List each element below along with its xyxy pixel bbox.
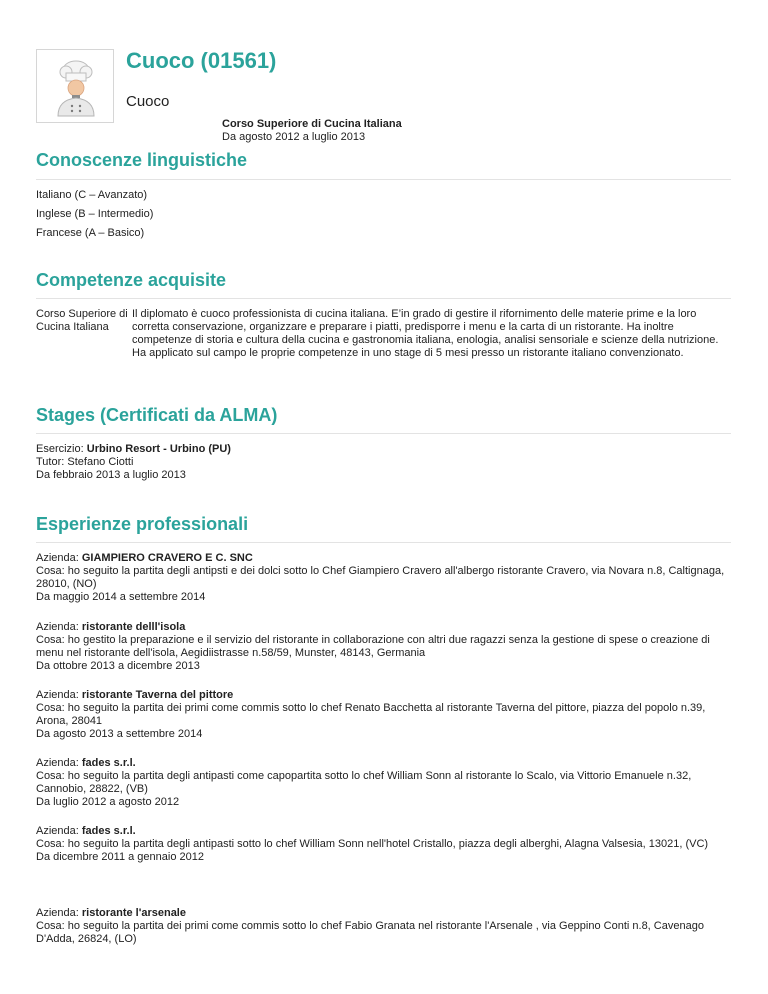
languages-divider [36, 179, 731, 180]
experience-entry [36, 757, 731, 809]
stage-entry [36, 443, 731, 482]
company-label: Azienda: [36, 621, 79, 633]
skills-description: Il diplomato è cuoco professionista di cucina italiana. E’in grado di gestire il rifornimento delle materie prime e la loro corretta conservazione, organizzare e preparare i piatti, predisporre i menu e la carta di un ristorante. Ha inoltre competenze di storia e cultura della cucina e gastronomia italiana, enologia, analisi sensoriale e scienze della nutrizione. Ha applicato sul campo le proprie competenze in uno stage di 5 mesi presso un ristorante italiano convenzionato. [132, 308, 719, 359]
skills-heading: Competenze acquisite [36, 270, 227, 290]
company-label: Azienda: [36, 552, 79, 564]
stage-tutor: Tutor: Stefano Ciotti [36, 456, 134, 468]
language-item: Inglese (B – Intermedio) [36, 208, 154, 220]
experience-dates: Da ottobre 2013 a dicembre 2013 [36, 660, 200, 672]
experience-description: Cosa: ho seguito la partita dei primi come commis sotto lo chef Fabio Granata nel ristorante l'Arsenale , via Geppino Conti n.8, Cavenago D'Adda, 26824, (LO) [36, 920, 704, 945]
page-subtitle: Cuoco [126, 93, 170, 110]
experience-description: Cosa: ho gestito la preparazione e il servizio del ristorante in collaborazione con altri due ragazzi senza la gestione di spese o creazione di menu nel ristorante dell'isola, Aegidiistrasse n.58/59, Munster, 48143, Germania [36, 634, 710, 659]
stages-heading: Stages (Certificati da ALMA) [36, 405, 278, 425]
experience-divider [36, 542, 731, 543]
stage-exercise-label: Esercizio: [36, 443, 84, 455]
company-label: Azienda: [36, 907, 79, 919]
course-name: Corso Superiore di Cucina Italiana [222, 118, 402, 130]
stage-exercise [36, 443, 731, 456]
experience-dates: Da agosto 2013 a settembre 2014 [36, 728, 203, 740]
experience-heading: Esperienze professionali [36, 514, 249, 534]
experience-description: Cosa: ho seguito la partita degli antipsti e dei dolci sotto lo Chef Giampiero Cravero all'albergo ristorante Cravero, via Novara n.8, Caltignaga, 28010, (NO) [36, 565, 725, 590]
experience-description: Cosa: ho seguito la partita dei primi come commis sotto lo chef Renato Bacchetta al ristorante Taverna del pittore, piazza del popolo n.39, Arona, 28041 [36, 702, 706, 727]
stage-exercise-value: Urbino Resort - Urbino (PU) [86, 443, 231, 455]
experience-entry [36, 689, 731, 741]
company-name: fades s.r.l. [81, 825, 136, 837]
course-dates: Da agosto 2012 a luglio 2013 [222, 131, 366, 143]
company-label: Azienda: [36, 689, 79, 701]
stage-dates: Da febbraio 2013 a luglio 2013 [36, 469, 186, 481]
experience-description: Cosa: ho seguito la partita degli antipasti come capopartita sotto lo chef William Sonn al ristorante lo Scalo, via Vittorio Emanuele n.32, Cannobio, 28822, (VB) [36, 770, 692, 795]
company-label: Azienda: [36, 825, 79, 837]
skills-divider [36, 298, 731, 299]
experience-description: Cosa: ho seguito la partita degli antipasti sotto lo chef William Sonn nell'hotel Cristallo, piazza degli alberghi, Alagna Valsesia, 13021, (VC) [36, 838, 709, 850]
language-item: Italiano (C – Avanzato) [36, 189, 148, 201]
company-name: fades s.r.l. [81, 757, 136, 769]
avatar [36, 49, 114, 123]
experience-entry [36, 552, 731, 604]
page-title: Cuoco (01561) [126, 48, 277, 73]
experience-dates: Da maggio 2014 a settembre 2014 [36, 591, 206, 603]
course-info [222, 118, 402, 144]
skills-course-label: Corso Superiore di Cucina Italiana [36, 308, 128, 333]
experience-dates: Da dicembre 2011 a gennaio 2012 [36, 851, 204, 863]
company-name: ristorante Taverna del pittore [81, 689, 234, 701]
experience-entry [36, 825, 731, 864]
company-name: ristorante l'arsenale [81, 907, 186, 919]
stages-divider [36, 433, 731, 434]
languages-heading: Conoscenze linguistiche [36, 150, 248, 170]
experience-dates: Da luglio 2012 a agosto 2012 [36, 796, 180, 808]
company-name: GIAMPIERO CRAVERO E C. SNC [81, 552, 253, 564]
experience-entry [36, 907, 731, 946]
chef-avatar-icon [44, 56, 108, 118]
language-item: Francese (A – Basico) [36, 227, 145, 239]
company-name: ristorante delll'isola [81, 621, 186, 633]
experience-entry [36, 621, 731, 673]
company-label: Azienda: [36, 757, 79, 769]
